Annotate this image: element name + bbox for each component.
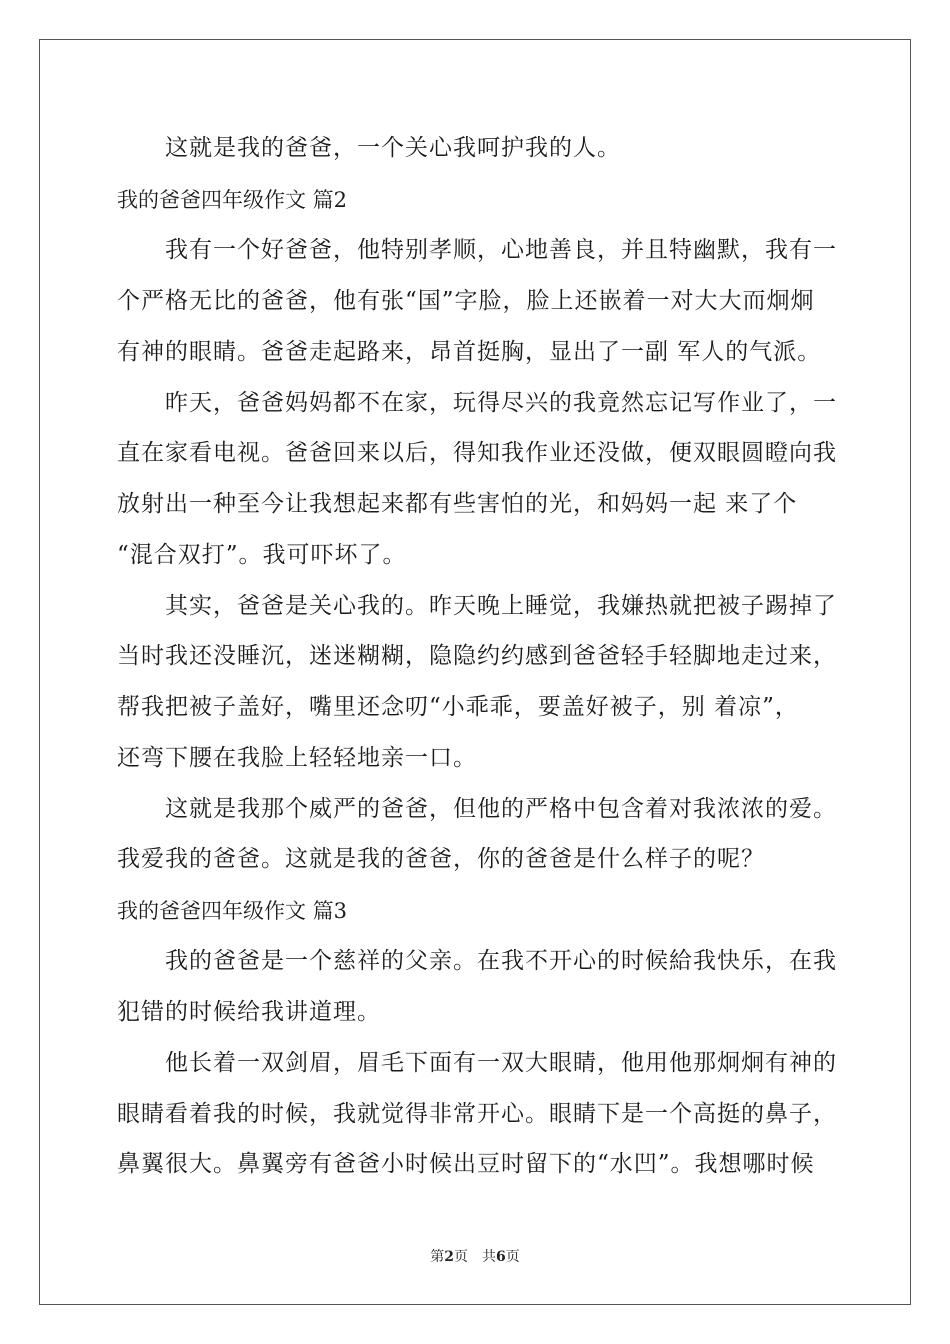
paragraph-line: 帮我把被子盖好，嘴里还念叨“小乖乖，要盖好被子，别 着凉”， <box>117 694 799 720</box>
section-heading: 我的爸爸四年级作文 篇3 <box>117 899 348 923</box>
paragraph-line: 个严格无比的爸爸，他有张“国”字脸，脸上还嵌着一对大大而炯炯 <box>117 288 815 314</box>
paragraph-line: 其实，爸爸是关心我的。昨天晚上睡觉，我嫌热就把被子踢掉了 <box>165 593 837 619</box>
total-pages-number: 6 <box>496 1249 506 1265</box>
page-prefix: 第 <box>430 1249 445 1265</box>
paragraph-line: 还弯下腰在我脸上轻轻地亲一口。 <box>117 745 477 771</box>
paragraph-line: 他长着一双剑眉，眉毛下面有一双大眼睛，他用他那炯炯有神的 <box>165 1050 837 1076</box>
paragraph-line: 我的爸爸是一个慈祥的父亲。在我不开心的时候給我快乐，在我 <box>165 948 837 974</box>
paragraph-line: 眼睛看着我的时候，我就觉得非常开心。眼睛下是一个高挺的鼻子， <box>117 1101 837 1127</box>
page-footer <box>0 1246 950 1266</box>
paragraph-line: 这就是我的爸爸，一个关心我呵护我的人。 <box>165 135 621 161</box>
paragraph-line: “混合双打”。我可吓坏了。 <box>117 542 407 568</box>
page-mid: 页 共 <box>454 1249 496 1265</box>
paragraph-line: 昨天，爸爸妈妈都不在家，玩得尽兴的我竟然忘记写作业了，一 <box>165 390 837 416</box>
paragraph-line: 有神的眼睛。爸爸走起路来，昂首挺胸，显出了一副 军人的气派。 <box>117 339 822 365</box>
paragraph-line: 这就是我那个威严的爸爸，但他的严格中包含着对我浓浓的爱。 <box>165 796 837 822</box>
paragraph-line: 鼻翼很大。鼻翼旁有爸爸小时候出豆时留下的“水凹”。我想哪时候 <box>117 1151 815 1177</box>
paragraph-line: 放射出一种至今让我想起来都有些害怕的光，和妈妈一起 来了个 <box>117 491 798 517</box>
paragraph-line: 当时我还没睡沉，迷迷糊糊，隐隐约约感到爸爸轻手轻脚地走过来， <box>117 643 837 669</box>
page-suffix: 页 <box>505 1249 520 1265</box>
current-page-number: 2 <box>444 1249 454 1265</box>
paragraph-line: 直在家看电视。爸爸回来以后，得知我作业还没做，便双眼圆瞪向我 <box>117 440 837 466</box>
paragraph-line: 我有一个好爸爸，他特别孝顺，心地善良，并且特幽默，我有一 <box>165 237 837 263</box>
paragraph-line: 我爱我的爸爸。这就是我的爸爸，你的爸爸是什么样子的呢？ <box>117 846 765 872</box>
paragraph-line: 犯错的时候给我讲道理。 <box>117 999 381 1025</box>
section-heading: 我的爸爸四年级作文 篇2 <box>117 188 348 212</box>
